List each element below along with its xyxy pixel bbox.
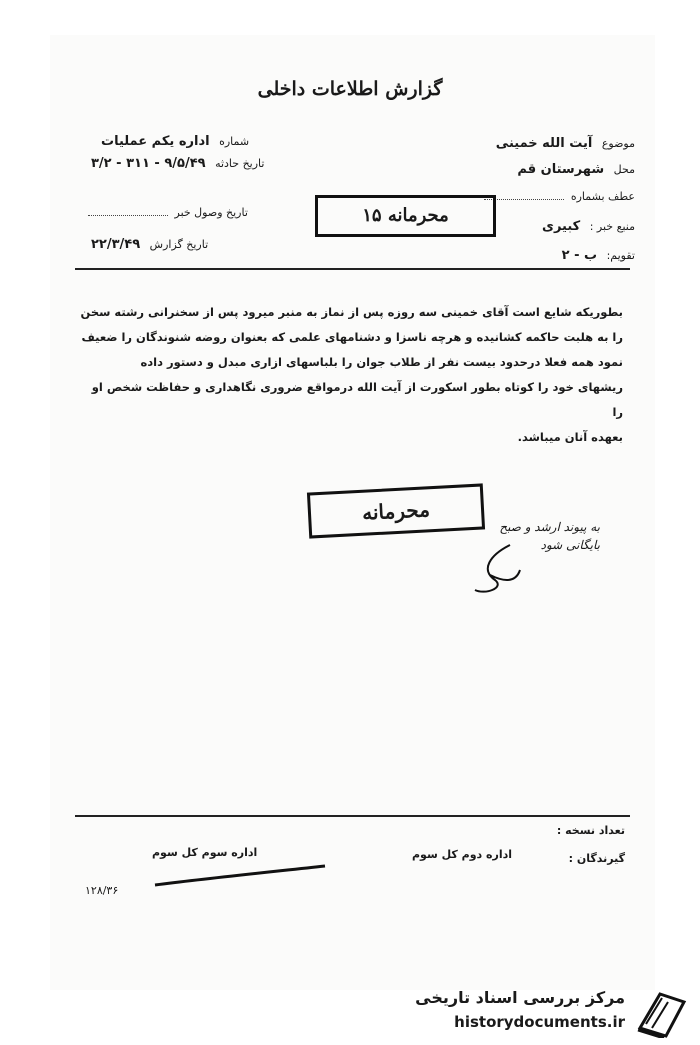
rating-field — [556, 248, 635, 263]
receipt-date-field — [85, 206, 248, 219]
field-label: منبع خبر : — [589, 220, 635, 233]
confidential-stamp-top: محرمانه ۱۵ — [315, 195, 496, 237]
field-label: موضوع — [601, 137, 635, 150]
note-line: به پیوند ارشد و صبح — [499, 520, 600, 534]
note-line: بایگانی شود — [540, 538, 600, 552]
recipient-1: اداره دوم کل سوم — [412, 848, 513, 861]
book-icon — [632, 988, 690, 1038]
document-title: گزارش اطلاعات داخلی — [257, 78, 443, 100]
recipients-label: گیرندگان : — [568, 852, 625, 865]
blank-line — [88, 215, 168, 216]
field-value: آیت الله خمینی — [495, 136, 593, 151]
location-field — [511, 162, 635, 177]
field-label: تاریخ گزارش — [149, 238, 209, 251]
body-line: نمود همه فعلا درحدود بیست نفر از طلاب جوان را بلباسهای ازاری مبدل و دستور داده — [140, 355, 623, 369]
field-value: ۹/۵/۴۹ - ۳۱۱ - ۳/۲ — [91, 156, 206, 171]
body-line: ریشهای خود را کوتاه بطور اسکورت از آیت الله درمواقع ضروری نگاهداری و حفاظت شخص او را — [91, 380, 623, 419]
field-value: کبیری — [542, 219, 581, 234]
field-label: تاریخ حادثه — [215, 157, 265, 170]
body-line: را به هلبت حاکمه کشانیده و هرچه ناسزا و دشنامهای علمی که بعنوان روضه شنوندگان را ضعیف — [81, 330, 623, 344]
signature-mark — [470, 540, 530, 600]
field-label: محل — [613, 163, 635, 176]
number-field — [95, 134, 249, 149]
blank-line — [484, 199, 564, 200]
field-label: تاریخ وصول خبر — [174, 206, 248, 219]
archive-code: ۱۲۸/۳۶ — [85, 884, 119, 897]
report-body — [78, 300, 623, 450]
field-label: عطف بشماره — [570, 190, 635, 203]
field-label: شماره — [219, 135, 250, 148]
field-value: ۲۲/۳/۴۹ — [91, 237, 141, 252]
reference-field — [481, 190, 635, 203]
publisher-logo — [415, 985, 695, 1040]
copies-label: تعداد نسخه : — [556, 824, 625, 837]
recipient-2: اداره سوم کل سوم — [152, 846, 258, 859]
footer-divider — [75, 815, 630, 817]
source-field — [536, 219, 635, 234]
confidential-stamp-middle: محرمانه — [307, 483, 485, 538]
body-line: بعهده آنان میباشد. — [517, 430, 623, 444]
publisher-name: مرکز بررسی اسناد تاریخی — [415, 988, 625, 1007]
signature-underline — [150, 860, 330, 890]
field-value: شهرستان قم — [517, 162, 605, 177]
body-line: بطوریکه شایع است آقای خمینی سه روزه پس از نماز به منبر میرود پس از سخنرانی رشته سخن — [80, 305, 623, 319]
field-value: ب - ۲ — [561, 248, 598, 263]
publisher-url[interactable]: historydocuments.ir — [454, 1013, 625, 1031]
subject-field — [490, 136, 635, 151]
field-label: تقویم: — [606, 249, 635, 262]
report-date-field — [85, 237, 208, 252]
header-divider — [75, 268, 630, 270]
field-value: اداره یکم عملیات — [101, 134, 210, 149]
incident-date-field — [85, 156, 264, 171]
